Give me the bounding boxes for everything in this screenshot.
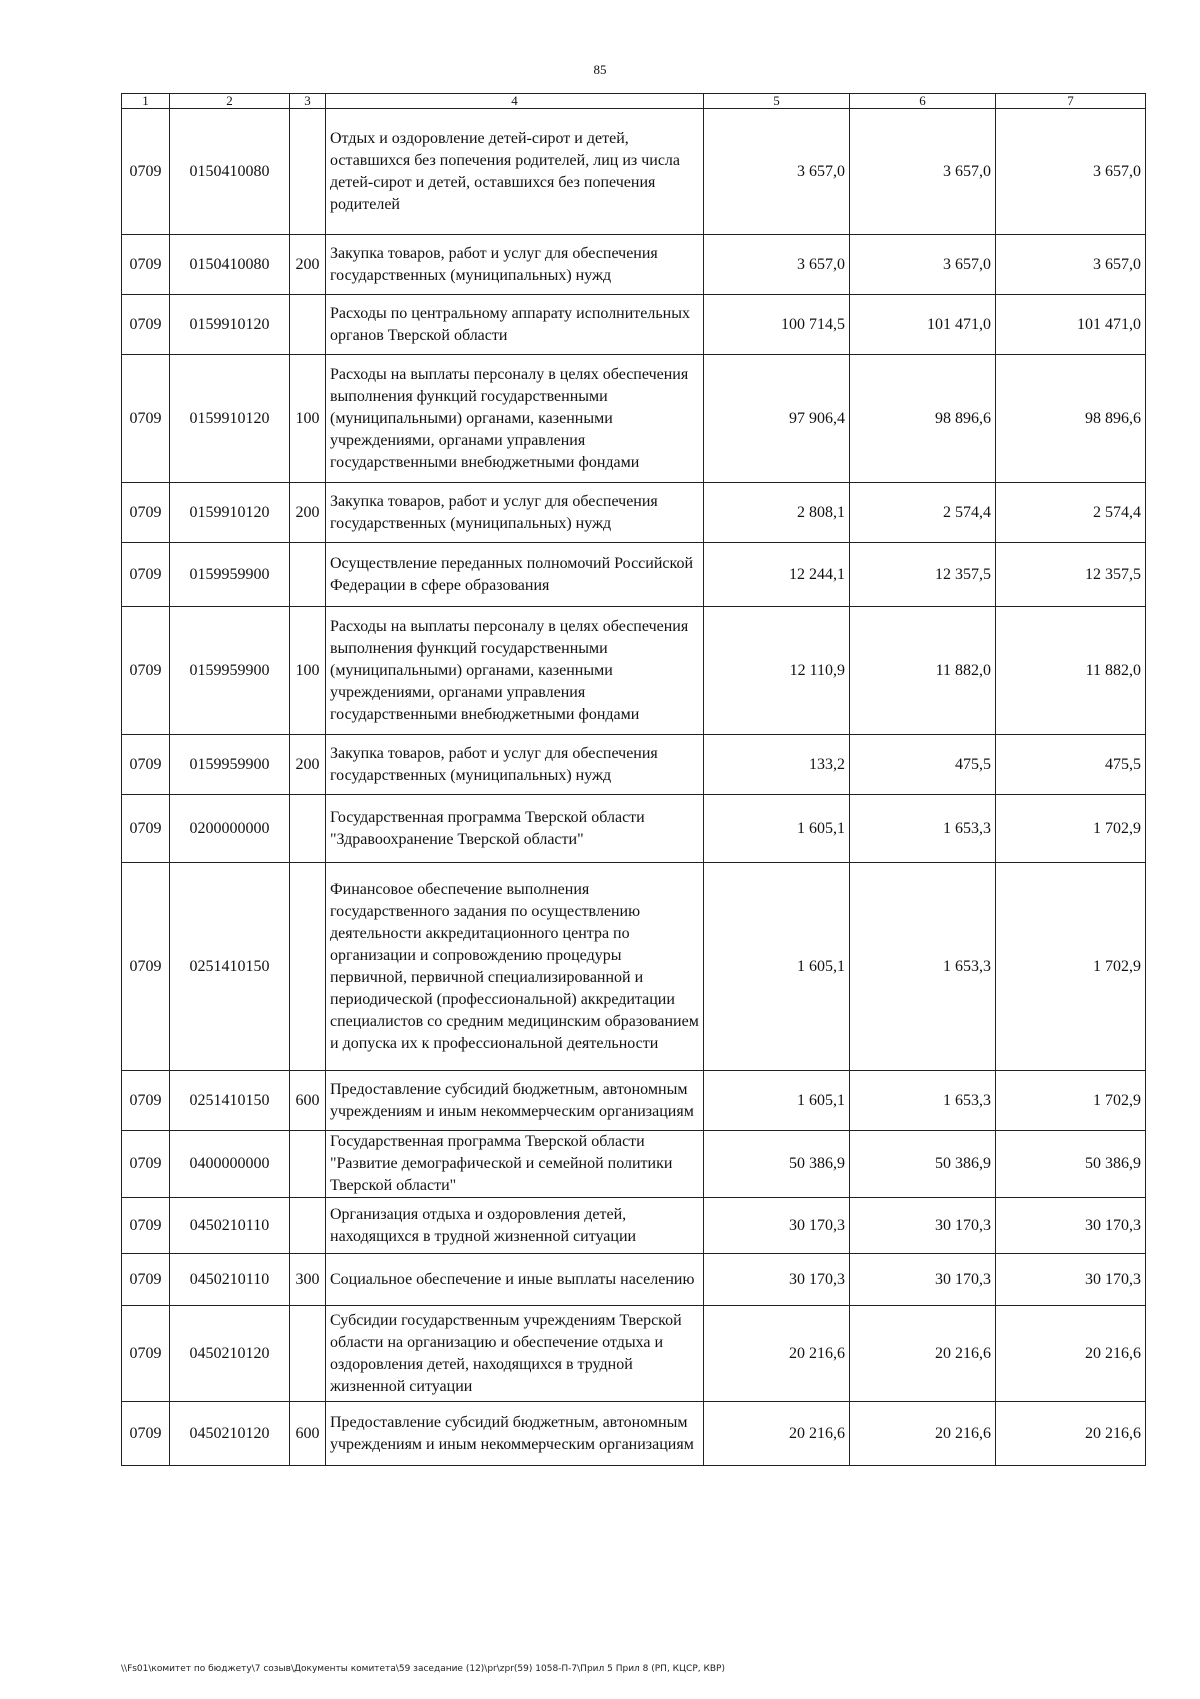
amount-col-6: 1 653,3: [850, 863, 996, 1071]
expense-description: Расходы на выплаты персоналу в целях обеспечения выполнения функций государственными (муниципальными) органами, казенными учреждениями, органами управления государственными внебюджетными фондами: [326, 607, 704, 735]
amount-col-5: 1 605,1: [704, 863, 850, 1071]
amount-col-5: 20 216,6: [704, 1402, 850, 1466]
column-number: 2: [170, 94, 290, 109]
expense-description: Отдых и оздоровление детей-сирот и детей, оставшихся без попечения родителей, лиц из числа детей-сирот и детей, оставшихся без попечения родителей: [326, 109, 704, 235]
section-code: 0709: [122, 109, 170, 235]
amount-col-7: 2 574,4: [996, 483, 1146, 543]
amount-col-7: 50 386,9: [996, 1131, 1146, 1198]
column-number: 5: [704, 94, 850, 109]
table-row: [122, 1254, 1146, 1306]
amount-col-5: 1 605,1: [704, 1071, 850, 1131]
amount-col-5: 97 906,4: [704, 355, 850, 483]
section-code: 0709: [122, 295, 170, 355]
target-article-code: 0159959900: [170, 607, 290, 735]
amount-col-6: 475,5: [850, 735, 996, 795]
expense-type-code: 200: [290, 235, 326, 295]
expense-type-code: 100: [290, 607, 326, 735]
target-article-code: 0251410150: [170, 1071, 290, 1131]
table-row: [122, 735, 1146, 795]
expense-description: Государственная программа Тверской области "Здравоохранение Тверской области": [326, 795, 704, 863]
amount-col-6: 20 216,6: [850, 1306, 996, 1402]
target-article-code: 0159959900: [170, 735, 290, 795]
expense-description: Предоставление субсидий бюджетным, автономным учреждениям и иным некоммерческим организациям: [326, 1071, 704, 1131]
amount-col-5: 3 657,0: [704, 109, 850, 235]
expense-type-code: [290, 1131, 326, 1198]
target-article-code: 0251410150: [170, 863, 290, 1071]
section-code: 0709: [122, 607, 170, 735]
target-article-code: 0150410080: [170, 235, 290, 295]
expense-description: Финансовое обеспечение выполнения государственного задания по осуществлению деятельности аккредитационного центра по организации и сопровождению процедуры первичной, первичной специализированной и периодической (профессиональной) аккредитации специалистов со средним медицинским образованием и допуска их к профессиональной деятельности: [326, 863, 704, 1071]
expense-type-code: 100: [290, 355, 326, 483]
amount-col-6: 3 657,0: [850, 235, 996, 295]
amount-col-7: 101 471,0: [996, 295, 1146, 355]
amount-col-5: 20 216,6: [704, 1306, 850, 1402]
amount-col-7: 1 702,9: [996, 1071, 1146, 1131]
expense-description: Закупка товаров, работ и услуг для обеспечения государственных (муниципальных) нужд: [326, 483, 704, 543]
table-row: [122, 795, 1146, 863]
table-row: [122, 1402, 1146, 1466]
expense-description: Государственная программа Тверской области "Развитие демографической и семейной политики Тверской области": [326, 1131, 704, 1198]
amount-col-5: 12 244,1: [704, 543, 850, 607]
section-code: 0709: [122, 543, 170, 607]
table-row: [122, 863, 1146, 1071]
expense-type-code: 200: [290, 483, 326, 543]
amount-col-7: 30 170,3: [996, 1254, 1146, 1306]
target-article-code: 0450210110: [170, 1198, 290, 1254]
table-row: [122, 1131, 1146, 1198]
amount-col-6: 20 216,6: [850, 1402, 996, 1466]
table-row: [122, 1071, 1146, 1131]
column-number-row: [122, 94, 1146, 109]
expense-type-code: [290, 109, 326, 235]
target-article-code: 0159959900: [170, 543, 290, 607]
target-article-code: 0450210120: [170, 1306, 290, 1402]
table-row: [122, 1306, 1146, 1402]
expense-type-code: 200: [290, 735, 326, 795]
amount-col-6: 1 653,3: [850, 795, 996, 863]
table-row: [122, 607, 1146, 735]
expense-type-code: [290, 1306, 326, 1402]
column-number: 7: [996, 94, 1146, 109]
amount-col-7: 3 657,0: [996, 109, 1146, 235]
amount-col-6: 30 170,3: [850, 1254, 996, 1306]
target-article-code: 0159910120: [170, 483, 290, 543]
target-article-code: 0150410080: [170, 109, 290, 235]
amount-col-5: 2 808,1: [704, 483, 850, 543]
table-row: [122, 1198, 1146, 1254]
table-row: [122, 235, 1146, 295]
amount-col-6: 12 357,5: [850, 543, 996, 607]
section-code: 0709: [122, 1198, 170, 1254]
amount-col-5: 30 170,3: [704, 1198, 850, 1254]
amount-col-7: 98 896,6: [996, 355, 1146, 483]
section-code: 0709: [122, 735, 170, 795]
target-article-code: 0159910120: [170, 295, 290, 355]
amount-col-6: 101 471,0: [850, 295, 996, 355]
amount-col-5: 50 386,9: [704, 1131, 850, 1198]
table-row: [122, 109, 1146, 235]
column-number: 3: [290, 94, 326, 109]
column-number: 1: [122, 94, 170, 109]
section-code: 0709: [122, 1131, 170, 1198]
amount-col-5: 12 110,9: [704, 607, 850, 735]
section-code: 0709: [122, 863, 170, 1071]
amount-col-6: 11 882,0: [850, 607, 996, 735]
table-row: [122, 295, 1146, 355]
expense-type-code: [290, 795, 326, 863]
section-code: 0709: [122, 1306, 170, 1402]
expense-description: Закупка товаров, работ и услуг для обеспечения государственных (муниципальных) нужд: [326, 235, 704, 295]
expense-description: Субсидии государственным учреждениям Тверской области на организацию и обеспечение отдыха и оздоровления детей, находящихся в трудной жизненной ситуации: [326, 1306, 704, 1402]
amount-col-6: 50 386,9: [850, 1131, 996, 1198]
section-code: 0709: [122, 1071, 170, 1131]
amount-col-5: 3 657,0: [704, 235, 850, 295]
section-code: 0709: [122, 355, 170, 483]
amount-col-6: 30 170,3: [850, 1198, 996, 1254]
amount-col-5: 1 605,1: [704, 795, 850, 863]
expense-type-code: [290, 295, 326, 355]
section-code: 0709: [122, 1402, 170, 1466]
section-code: 0709: [122, 1254, 170, 1306]
table-row: [122, 355, 1146, 483]
table-row: [122, 483, 1146, 543]
amount-col-5: 30 170,3: [704, 1254, 850, 1306]
section-code: 0709: [122, 235, 170, 295]
expense-description: Организация отдыха и оздоровления детей, находящихся в трудной жизненной ситуации: [326, 1198, 704, 1254]
amount-col-7: 20 216,6: [996, 1306, 1146, 1402]
expense-type-code: 600: [290, 1402, 326, 1466]
section-code: 0709: [122, 483, 170, 543]
amount-col-7: 20 216,6: [996, 1402, 1146, 1466]
amount-col-7: 475,5: [996, 735, 1146, 795]
expense-description: Социальное обеспечение и иные выплаты населению: [326, 1254, 704, 1306]
amount-col-7: 1 702,9: [996, 863, 1146, 1071]
expense-description: Предоставление субсидий бюджетным, автономным учреждениям и иным некоммерческим организациям: [326, 1402, 704, 1466]
amount-col-6: 98 896,6: [850, 355, 996, 483]
expense-type-code: 300: [290, 1254, 326, 1306]
column-number: 4: [326, 94, 704, 109]
expense-description: Осуществление переданных полномочий Российской Федерации в сфере образования: [326, 543, 704, 607]
expense-description: Расходы по центральному аппарату исполнительных органов Тверской области: [326, 295, 704, 355]
amount-col-6: 2 574,4: [850, 483, 996, 543]
target-article-code: 0200000000: [170, 795, 290, 863]
footer-file-path: \\Fs01\комитет по бюджету\7 созыв\Документы комитета\59 заседание (12)\pr\zpr(59) 1058-П-7\Прил 5 Прил 8 (РП, КЦСР, КВР): [121, 1664, 725, 1674]
amount-col-7: 1 702,9: [996, 795, 1146, 863]
column-number: 6: [850, 94, 996, 109]
amount-col-7: 30 170,3: [996, 1198, 1146, 1254]
target-article-code: 0400000000: [170, 1131, 290, 1198]
expense-type-code: [290, 543, 326, 607]
amount-col-6: 3 657,0: [850, 109, 996, 235]
target-article-code: 0450210120: [170, 1402, 290, 1466]
amount-col-7: 3 657,0: [996, 235, 1146, 295]
section-code: 0709: [122, 795, 170, 863]
target-article-code: 0450210110: [170, 1254, 290, 1306]
amount-col-7: 12 357,5: [996, 543, 1146, 607]
expense-type-code: 600: [290, 1071, 326, 1131]
page-number: 85: [593, 62, 607, 77]
amount-col-5: 133,2: [704, 735, 850, 795]
budget-table: [121, 93, 1146, 1466]
expense-description: Расходы на выплаты персоналу в целях обеспечения выполнения функций государственными (муниципальными) органами, казенными учреждениями, органами управления государственными внебюджетными фондами: [326, 355, 704, 483]
expense-description: Закупка товаров, работ и услуг для обеспечения государственных (муниципальных) нужд: [326, 735, 704, 795]
amount-col-6: 1 653,3: [850, 1071, 996, 1131]
expense-type-code: [290, 863, 326, 1071]
table-row: [122, 543, 1146, 607]
target-article-code: 0159910120: [170, 355, 290, 483]
amount-col-7: 11 882,0: [996, 607, 1146, 735]
expense-type-code: [290, 1198, 326, 1254]
amount-col-5: 100 714,5: [704, 295, 850, 355]
